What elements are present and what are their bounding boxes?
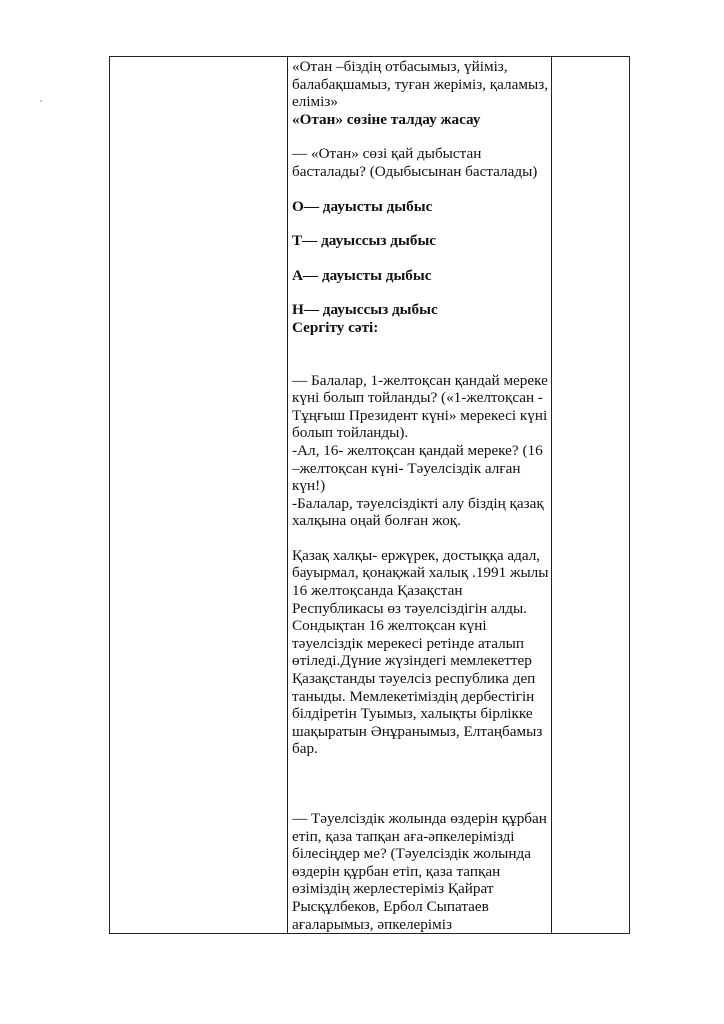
warmup-heading: Сергіту сәті: <box>292 318 379 336</box>
table-column-divider-left <box>287 57 288 933</box>
sound-n-line: Н— дауыссыз дыбыс <box>292 301 438 319</box>
first-sound-question: — «Отан» сөзі қай дыбыстан басталады? (Одыбысынан басталады) <box>292 145 538 180</box>
kazakh-people-paragraph: Қазақ халқы- ержүрек, достыққа адал, бауырмал, қонақжай халық .1991 жылы 16 желтоқсанда Қазақстан Республикасы өз тәуелсіздігін алды. Сондықтан 16 желтоқсан күні тәуелсіздік мерекесі ретінде аталып өтіледі.Дүние жүзіндегі мемлекеттер Қазақстанды тәуелсіз республика деп таныды. Мемлекетіміздің дербестігін білдіретін Туымыз, халықты бірлікке шақыратын Әнұранымыз, Елтаңбамыз бар. <box>292 546 549 758</box>
sound-t-line: Т— дауыссыз дыбыс <box>292 232 437 250</box>
motherland-quote: «Отан –біздің отбасымыз, үйіміз, балабақшамыз, туған жеріміз, қаламыз, еліміз» <box>292 58 548 111</box>
lesson-content-cell <box>292 58 550 936</box>
table-column-divider-right <box>551 57 552 933</box>
december-16-question: -Ал, 16- желтоқсан қандай мереке? (16 –желтоқсан күні- Тәуелсіздік алған күн!) <box>292 441 543 495</box>
scan-speck <box>40 100 42 102</box>
december-1-question: — Балалар, 1-желтоқсан қандай мереке күні болып тойланды? («1-желтоқсан - Тұңғыш Президент күні» мерекесі күні болып тойланды). <box>292 371 548 442</box>
independence-not-easy: -Балалар, тәуелсіздікті алу біздің қазақ халқына оңай болған жоқ. <box>292 494 544 530</box>
sound-a-line: А— дауысты дыбыс <box>292 266 432 284</box>
sound-o-line: О— дауысты дыбыс <box>292 197 433 215</box>
heroes-question: — Тәуелсіздік жолында өздерін құрбан етіп, қаза тапқан аға-әпкелерімізді білесіңдер ме? (Тәуелсіздік жолында өздерін құрбан етіп, қаза тапқан өзіміздің жерлестеріміз Қайрат Рысқұлбеков, Ербол Сыпатаев ағаларымыз, әпкелеріміз <box>292 810 547 933</box>
word-analysis-heading: «Отан» сөзіне талдау жасау <box>292 110 481 128</box>
